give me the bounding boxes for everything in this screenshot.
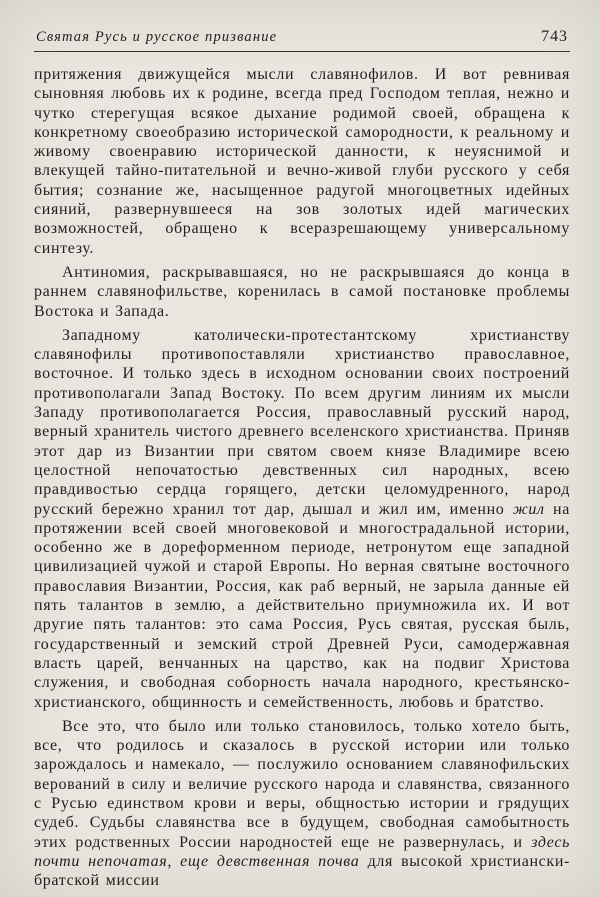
page-number: 743 (541, 28, 568, 45)
emphasized-text: здесь почти непочатая, еще девственная почва (34, 833, 570, 870)
paragraph (34, 326, 570, 712)
paragraph (34, 717, 570, 891)
text-run: Антиномия, раскрывавшаяся, но не раскрывшаяся до конца в раннем славянофильстве, коренилась в самой постановке проблемы Востока и Запада. (34, 263, 570, 320)
body-text (34, 65, 570, 890)
text-run: притяжения движущейся мысли славянофилов. И вот ревнивая сыновняя любовь их к родине, всегда пред Господом теплая, нежно и чутко стерегущая всякое дыхание родимой своей, обращена к конкретному своеобразию исторической самородности, к реальному и живому своенравию исторической данности, к неуяснимой и влекущей тайно-питательной и вечно-живой глуби русского у себя бытия; сознание же, насыщенное радугой многоцветных идейных сияний, развернувшееся на зов золотых идей магических возможностей, обращено к всеразрешающему универсальному синтезу. (34, 66, 570, 257)
text-run: Все это, что было или только становилось, только хотело быть, все, что родилось и сказалось в русской истории или только зарождалось и намекало, — послужило основанием славянофильских верований в силу и величие русского народа и славянства, связанного с Русью единством крови и веры, общностью истории и грядущих судеб. Судьбы славянства все в будущем, свободная самобытность этих родственных России народностей еще не развернулась, и (34, 717, 570, 851)
header-rule (34, 51, 570, 52)
text-run: для высокой христиански-братской миссии (34, 852, 570, 890)
text-run: на протяжении всей своей многовековой и многострадальной истории, особенно же в дореформенном периоде, нетронутом еще западной цивилизацией чужой и старой Европы. Но верная святыне восточного православия Византии, Россия, как раб верный, не зарыла данные ей пять талантов в землю, а действительно приумножила их. И вот другие пять талантов: это сама Россия, Русь святая, русская быль, государственный и земский строй Древней Руси, самодержавная власть царей, венчанных на царство, как на подвиг Христова служения, и свободная соборность начала народного, крестьянско-христианского, общинность и семейственность, любовь и братство. (34, 500, 571, 711)
running-header (34, 28, 570, 51)
text-run: Западному католически-протестантскому христианству славянофилы противопоставляли христианство православное, восточное. И только здесь в исходном основании своих построений противополагали Запад Востоку. По всем другим линиям их мысли Западу противополагается Россия, православный русский народ, верный хранитель чистого древнего вселенского христианства. Приняв этот дар из Византии при святом своем князе Владимире всею целостной непочатостью девственных сил народных, всею правдивостью сердца горящего, детски целомудренного, народ русский бережно хранил тот дар, дышал и жил им, именно (34, 326, 570, 518)
paragraph (34, 263, 570, 321)
running-header-title: Святая Русь и русское призвание (36, 29, 278, 45)
emphasized-text: жил (512, 500, 545, 518)
paragraph (34, 65, 570, 258)
